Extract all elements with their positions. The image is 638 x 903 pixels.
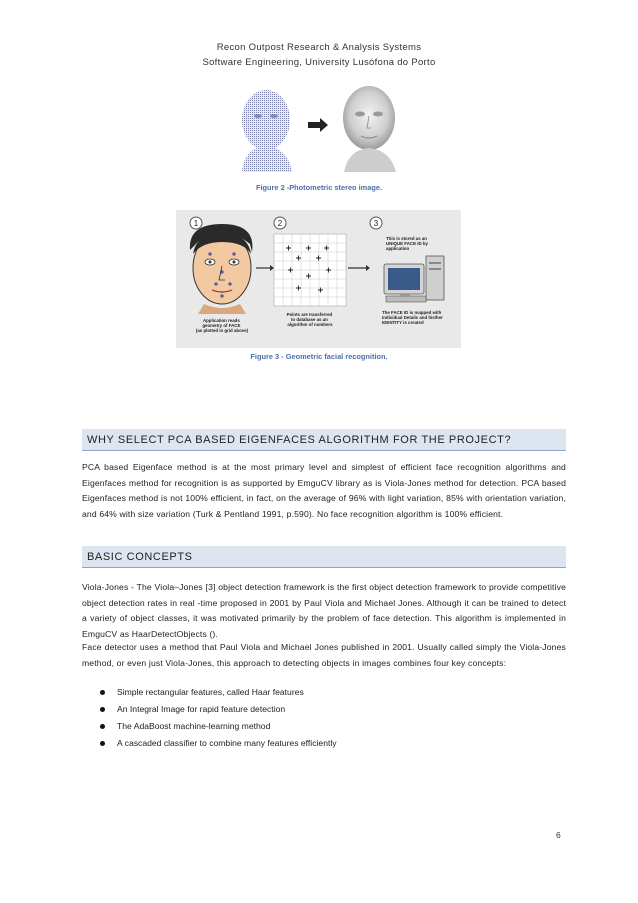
section-2-paragraph-2: Face detector uses a method that Paul Viola and Michael Jones published in 2001. Usually called simply the Viola-Jones method, or even just Viola-Jones, this approach to detecting objects in images combines four key concepts:: [82, 642, 566, 668]
step-3-top-line-2: UNIQUE FACE ID by: [386, 241, 428, 246]
list-item-text: A cascaded classifier to combine many features efficiently: [117, 738, 337, 748]
figure-2-image: [236, 82, 402, 172]
arrow-right-icon: [308, 118, 328, 132]
bullet-icon: [100, 741, 105, 746]
step-2-badge: [274, 217, 286, 229]
step-1-caption-line-2: geometry of FACE: [202, 323, 241, 328]
step-3-bottom-line-2: Individual Details and his/her: [382, 315, 443, 320]
step-1-badge: [190, 217, 202, 229]
list-item: [95, 701, 535, 718]
bullet-icon: [100, 707, 105, 712]
figure-3-image: [176, 210, 461, 348]
step-3-number: 3: [373, 219, 379, 228]
section-heading-why-pca: WHY SELECT PCA BASED EIGENFACES ALGORITHM FOR THE PROJECT?: [82, 429, 566, 451]
page-number: 6: [556, 830, 561, 840]
key-concepts-list: [95, 684, 535, 752]
step-1-number: 1: [193, 219, 199, 228]
svg-text:Points are transferred: [287, 312, 334, 327]
list-item: [95, 735, 535, 752]
step-1-caption-line-1: Application reads: [202, 318, 240, 323]
step-3-top-line-3: application: [386, 246, 410, 251]
step-3-top-line-1: This is stored as an: [386, 236, 427, 241]
section-heading-basic-concepts: BASIC CONCEPTS: [82, 546, 566, 568]
list-item-text: An Integral Image for rapid feature detection: [117, 704, 286, 714]
dotted-face-head: [242, 90, 292, 172]
shaded-3d-face: [336, 82, 402, 172]
step-2-caption-line-1: Points are transferred: [286, 312, 333, 317]
list-item-text: The AdaBoost machine-learning method: [117, 721, 271, 731]
header-line-2: Software Engineering, University Lusófona do Porto: [202, 57, 436, 68]
header-line-1: Recon Outpost Research & Analysis Systems: [216, 42, 422, 53]
step-3-bottom-line-3: IDENTITY is created: [382, 320, 424, 325]
step-3-badge: [370, 217, 382, 229]
svg-text:Application reads geom: [196, 318, 249, 333]
figure-2-caption: Figure 2 -Photometric stereo image.: [255, 183, 383, 192]
figure-3-caption: Figure 3 - Geometric facial recognition.: [250, 352, 388, 361]
step-1-caption-line-3: (as plotted in grid above): [195, 328, 249, 333]
step-2-caption-line-3: algorithm of numbers: [287, 322, 333, 327]
section-1-paragraph: PCA based Eigenface method is at the most primary level and simplest of efficient face recognition algorithms and Eigenfaces method for recognition is as supported by EmguCV library as is Viola-Jones method for detection. PCA based Eigenfaces method is not 100% efficient, in fact, on the average of 96% with light variation, 85% with orientation variation, and 64% with size variation (Turk & Pentland 1991, p.590). No face recognition algorithm is 100% efficient.: [82, 462, 566, 519]
bullet-icon: [100, 724, 105, 729]
list-item: [95, 718, 535, 735]
step-2-number: 2: [277, 219, 283, 228]
step-3-bottom-line-1: The FACE ID is mapped with: [382, 310, 442, 315]
list-item-text: Simple rectangular features, called Haar features: [117, 687, 304, 697]
section-2-paragraph-1: Viola-Jones - The Viola–Jones [3] object detection framework is the first object detection framework to provide competitive object detection rates in real -time proposed in 2001 by Paul Viola and Michael Jones. Although it can be trained to detect a variety of object classes, it was motivated primarily by the problem of face detection. This algorithm is implemented in EmguCV as HaarDetectObjects ().: [82, 582, 566, 639]
bullet-icon: [100, 690, 105, 695]
page-header: [0, 40, 638, 70]
point-grid: [274, 234, 346, 306]
list-item: [95, 684, 535, 701]
step-2-caption-line-2: to database as an: [290, 317, 328, 322]
